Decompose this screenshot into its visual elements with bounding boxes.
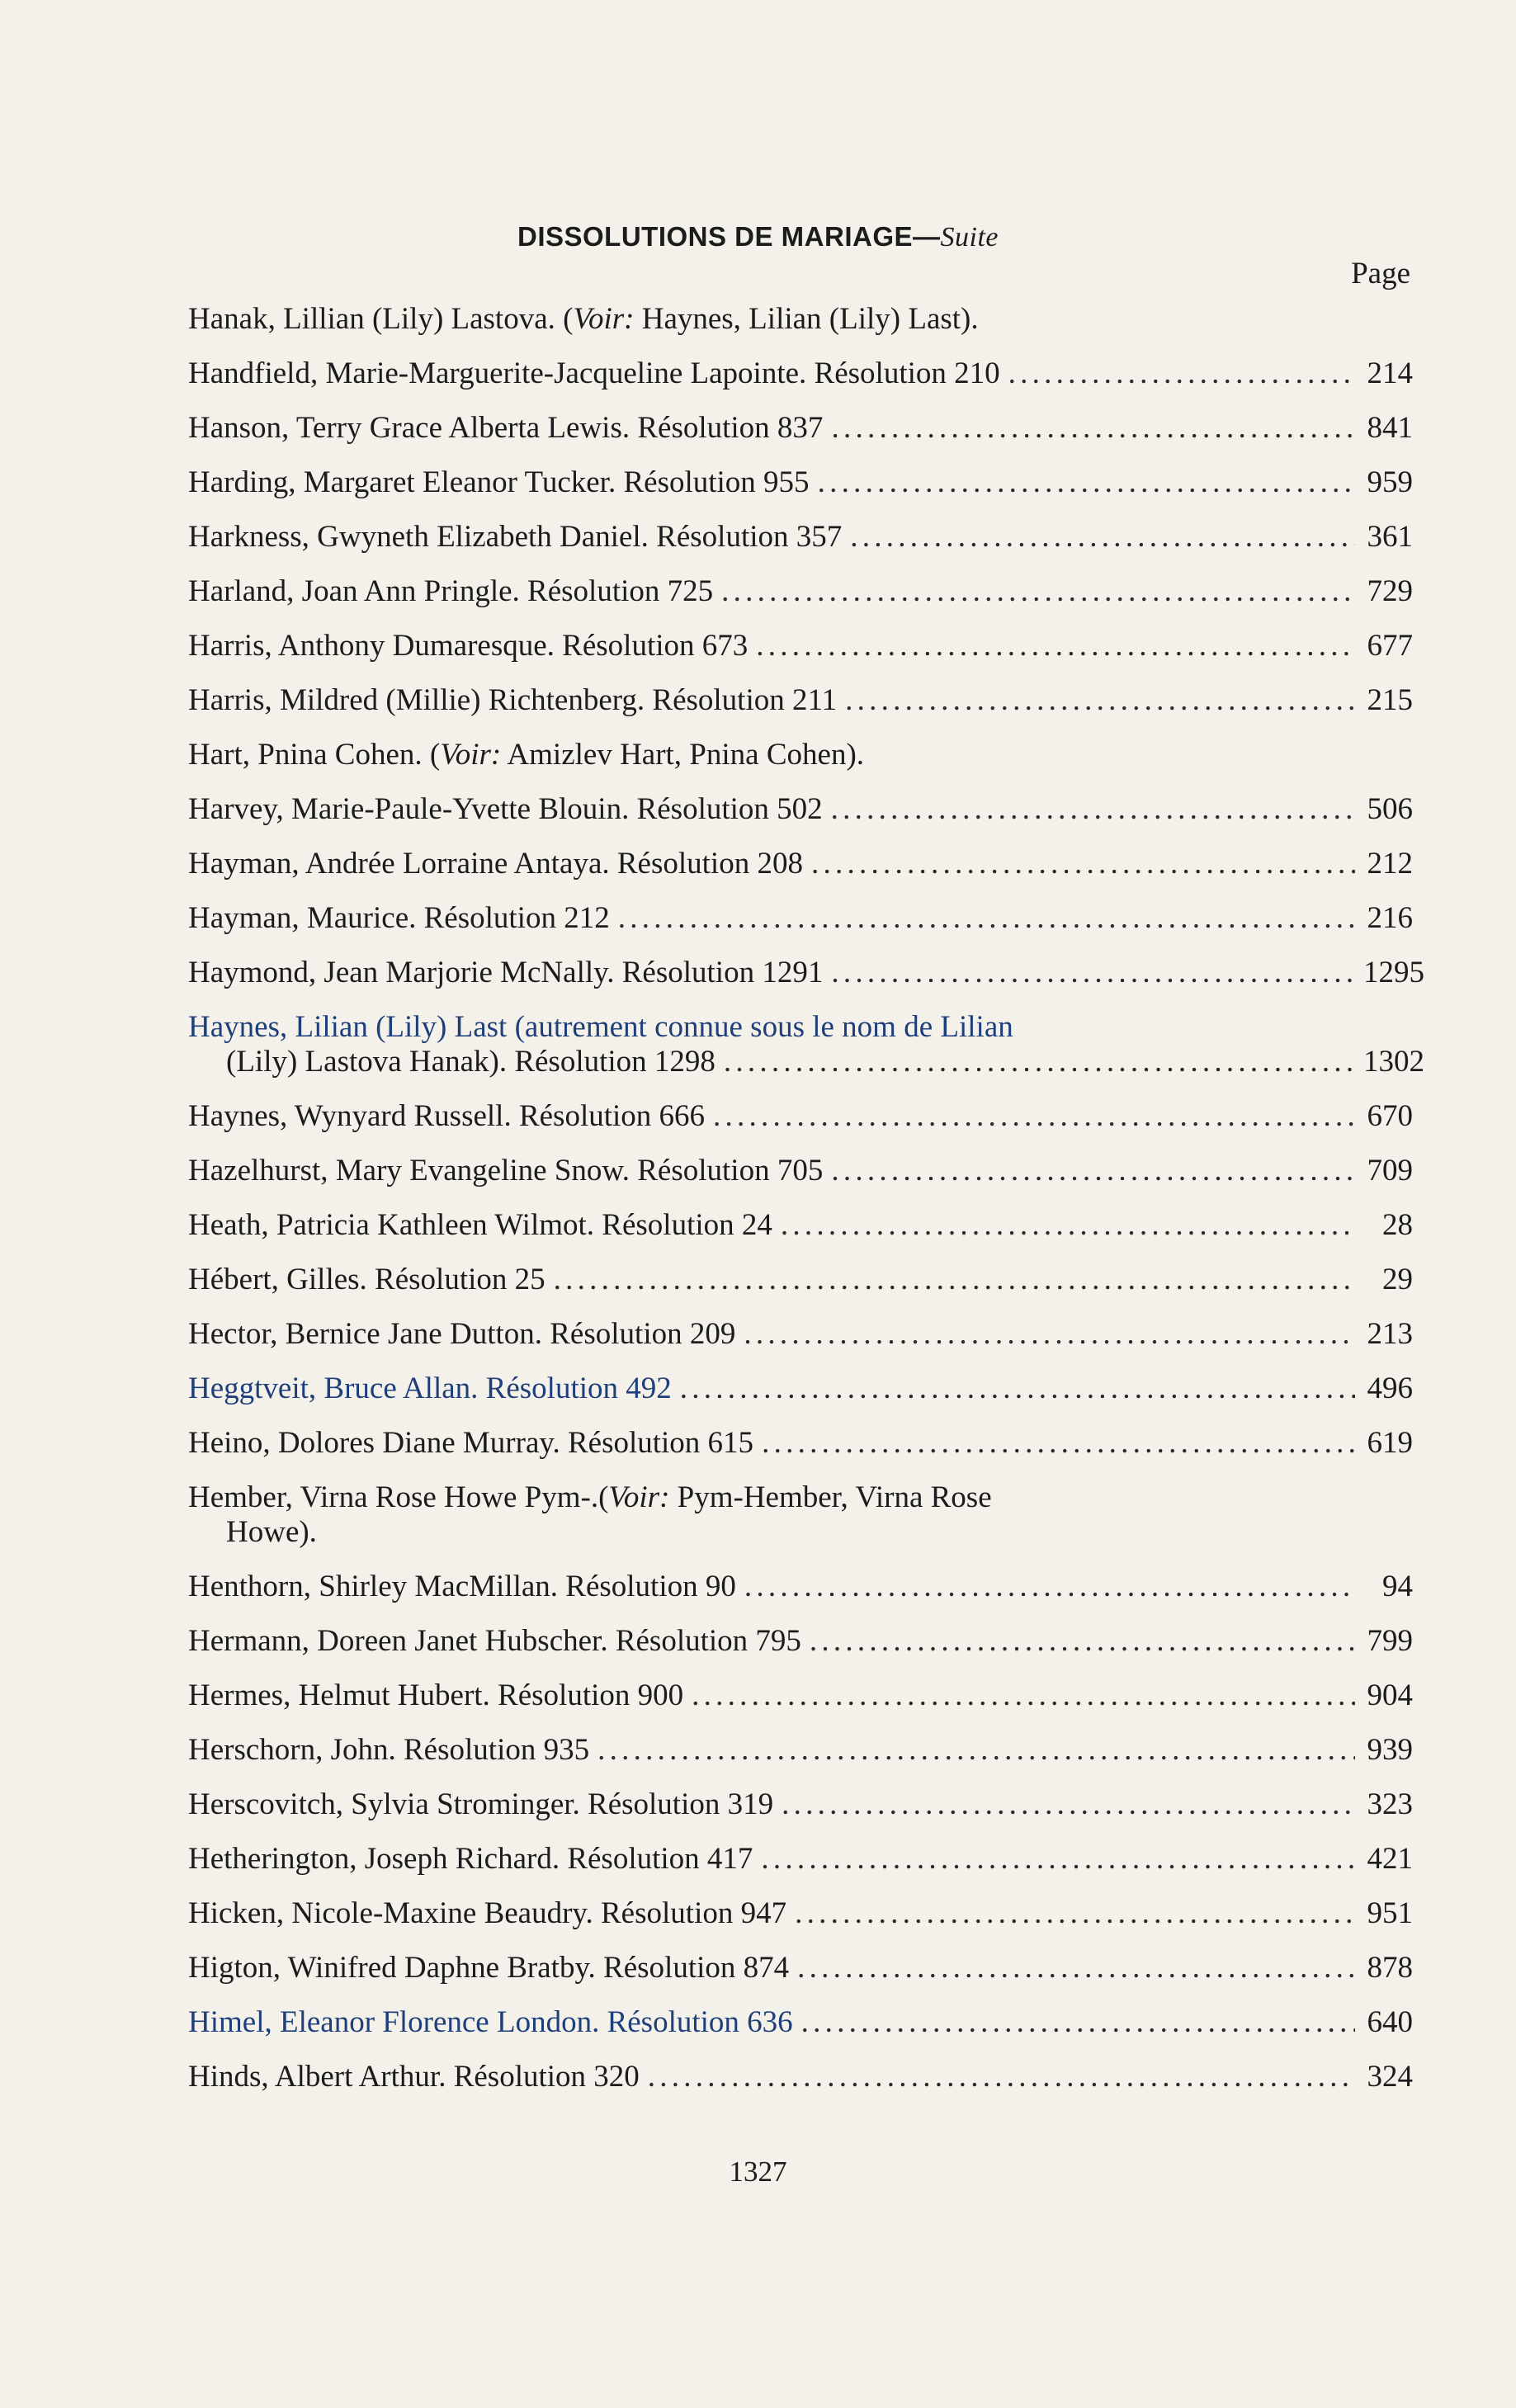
entry-page: 729	[1367, 574, 1413, 608]
leader-dots	[756, 629, 1355, 663]
entry-page: 94	[1382, 1570, 1413, 1603]
entry-page: 939	[1367, 1733, 1413, 1767]
index-entry	[188, 1624, 1413, 1659]
leader-dots	[713, 1099, 1355, 1134]
index-entry	[188, 1951, 1413, 1985]
entry-page: 214	[1367, 356, 1413, 390]
leader-dots	[781, 1208, 1355, 1243]
index-entries	[188, 302, 1424, 2114]
leader-dots	[782, 1787, 1355, 1822]
index-entry	[188, 1570, 1413, 1604]
section-title: DISSOLUTIONS DE MARIAGE—	[517, 221, 941, 252]
entry-text: Hermes, Helmut Hubert. Résolution 900	[188, 1679, 684, 1712]
leader-dots	[845, 683, 1355, 718]
leader-dots	[811, 847, 1355, 881]
entry-page: 213	[1367, 1317, 1413, 1351]
section-suite: Suite	[940, 222, 999, 253]
entry-text: Henthorn, Shirley MacMillan. Résolution 90	[188, 1570, 736, 1603]
index-entry	[188, 1787, 1413, 1822]
leader-dots	[692, 1679, 1355, 1713]
entry-text: Hicken, Nicole-Maxine Beaudry. Résolution 947	[188, 1896, 787, 1930]
index-entry: Hember, Virna Rose Howe Pym-.(Voir: Pym-Hember, Virna Rose Howe).	[188, 1480, 992, 1549]
index-entry	[188, 1733, 1413, 1768]
entry-text: Harkness, Gwyneth Elizabeth Daniel. Résolution 357	[188, 520, 843, 554]
index-entry	[188, 411, 1413, 446]
leader-dots	[797, 1951, 1355, 1985]
leader-dots	[744, 1317, 1355, 1352]
leader-dots	[554, 1263, 1355, 1297]
page-column-label: Page	[1351, 257, 1410, 290]
entry-text: Hayman, Andrée Lorraine Antaya. Résolution 208	[188, 847, 803, 881]
index-entry	[188, 683, 1413, 718]
entry-text: Herscovitch, Sylvia Strominger. Résolution 319	[188, 1787, 774, 1821]
leader-dots	[744, 1570, 1355, 1604]
entry-text: Heino, Dolores Diane Murray. Résolution 615	[188, 1426, 754, 1460]
page-number: 1327	[729, 2155, 787, 2188]
index-entry	[188, 1679, 1413, 1713]
leader-dots	[761, 1842, 1355, 1877]
index-entry	[188, 356, 1413, 391]
index-entry	[188, 574, 1413, 609]
entry-text: Hazelhurst, Mary Evangeline Snow. Résolution 705	[188, 1154, 824, 1187]
leader-dots	[1008, 356, 1355, 391]
entry-text: Herschorn, John. Résolution 935	[188, 1733, 590, 1767]
entry-page: 361	[1367, 520, 1413, 554]
entry-page: 29	[1382, 1263, 1413, 1296]
index-entry	[188, 1426, 1413, 1461]
entry-page: 959	[1367, 465, 1413, 499]
index-entry	[188, 792, 1413, 827]
index-entry	[188, 1842, 1413, 1877]
leader-dots	[818, 465, 1355, 500]
entry-page: 216	[1367, 901, 1413, 935]
index-entry	[188, 956, 1424, 990]
entry-page: 212	[1367, 847, 1413, 881]
entry-page: 709	[1367, 1154, 1413, 1187]
leader-dots	[831, 956, 1355, 990]
index-entry	[188, 520, 1413, 555]
entry-text: Hanson, Terry Grace Alberta Lewis. Résolution 837	[188, 411, 824, 445]
index-entry	[188, 1263, 1413, 1297]
index-entry	[188, 1099, 1413, 1134]
entry-text: Haymond, Jean Marjorie McNally. Résolution 1291	[188, 956, 824, 989]
entry-text: Hetherington, Joseph Richard. Résolution 417	[188, 1842, 753, 1876]
leader-dots	[801, 2005, 1355, 2040]
entry-text: Himel, Eleanor Florence London. Résolution 636	[188, 2005, 793, 2039]
entry-page: 841	[1367, 411, 1413, 445]
entry-text: Heath, Patricia Kathleen Wilmot. Résolution 24	[188, 1208, 772, 1242]
entry-text: Haynes, Wynyard Russell. Résolution 666	[188, 1099, 706, 1133]
leader-dots	[831, 792, 1355, 827]
entry-text-line2: (Lily) Lastova Hanak). Résolution 1298	[226, 1045, 715, 1079]
leader-dots	[850, 520, 1355, 555]
entry-page: 677	[1367, 629, 1413, 663]
index-entry	[188, 901, 1413, 936]
entry-page: 28	[1382, 1208, 1413, 1242]
index-entry	[188, 847, 1413, 881]
entry-page: 1295	[1363, 956, 1424, 989]
entry-page: 904	[1367, 1679, 1413, 1712]
leader-dots	[810, 1624, 1355, 1659]
leader-dots	[618, 901, 1355, 936]
index-entry	[188, 1317, 1413, 1352]
entry-text: Harvey, Marie-Paule-Yvette Blouin. Résolution 502	[188, 792, 823, 826]
entry-text: Heggtveit, Bruce Allan. Résolution 492	[188, 1372, 672, 1405]
leader-dots	[724, 1045, 1355, 1079]
entry-page: 421	[1367, 1842, 1413, 1876]
entry-text: Hayman, Maurice. Résolution 212	[188, 901, 610, 935]
entry-text-line1: Haynes, Lilian (Lily) Last (autrement connue sous le nom de Lilian	[188, 1010, 1013, 1044]
entry-page: 670	[1367, 1099, 1413, 1133]
entry-text: Handfield, Marie-Marguerite-Jacqueline Lapointe. Résolution 210	[188, 356, 1000, 390]
entry-text: Hermann, Doreen Janet Hubscher. Résolution 795	[188, 1624, 801, 1658]
leader-dots	[831, 1154, 1355, 1188]
entry-page: 640	[1367, 2005, 1413, 2039]
index-entry	[188, 1010, 1424, 1079]
leader-dots	[680, 1372, 1355, 1406]
index-entry	[188, 465, 1413, 500]
index-entry	[188, 1154, 1413, 1188]
index-entry	[188, 1372, 1413, 1406]
entry-text: Harris, Anthony Dumaresque. Résolution 673	[188, 629, 749, 663]
entry-page: 619	[1367, 1426, 1413, 1460]
entry-page: 951	[1367, 1896, 1413, 1930]
entry-page: 878	[1367, 1951, 1413, 1985]
entry-page: 506	[1367, 792, 1413, 826]
page-header	[0, 221, 1516, 253]
index-entry	[188, 2005, 1413, 2040]
index-entry	[188, 1208, 1413, 1243]
entry-page: 323	[1367, 1787, 1413, 1821]
entry-text: Hinds, Albert Arthur. Résolution 320	[188, 2060, 640, 2094]
entry-text: Harland, Joan Ann Pringle. Résolution 725	[188, 574, 714, 608]
index-entry	[188, 2060, 1413, 2094]
entry-text: Hébert, Gilles. Résolution 25	[188, 1263, 545, 1296]
entry-text: Harding, Margaret Eleanor Tucker. Résolution 955	[188, 465, 810, 499]
leader-dots	[831, 411, 1355, 446]
entry-page: 1302	[1363, 1045, 1424, 1079]
index-entry: Hanak, Lillian (Lily) Lastova. (Voir: Haynes, Lilian (Lily) Last).	[188, 302, 979, 336]
entry-page: 215	[1367, 683, 1413, 717]
index-entry	[188, 629, 1413, 663]
entry-page: 324	[1367, 2060, 1413, 2094]
voir-label: Voir:	[440, 738, 502, 772]
leader-dots	[762, 1426, 1355, 1461]
voir-label: Voir:	[608, 1480, 670, 1514]
leader-dots	[648, 2060, 1355, 2094]
entry-text: Harris, Mildred (Millie) Richtenberg. Résolution 211	[188, 683, 838, 717]
index-entry	[188, 1896, 1413, 1931]
leader-dots	[795, 1896, 1355, 1931]
leader-dots	[721, 574, 1355, 609]
entry-text-line2: Howe).	[226, 1515, 317, 1549]
entry-text: Hector, Bernice Jane Dutton. Résolution 209	[188, 1317, 736, 1351]
voir-label: Voir:	[573, 302, 635, 336]
entry-page: 496	[1367, 1372, 1413, 1405]
entry-text: Higton, Winifred Daphne Bratby. Résolution 874	[188, 1951, 790, 1985]
leader-dots	[597, 1733, 1355, 1768]
entry-page: 799	[1367, 1624, 1413, 1658]
index-entry: Hart, Pnina Cohen. (Voir: Amizlev Hart, Pnina Cohen).	[188, 738, 865, 772]
